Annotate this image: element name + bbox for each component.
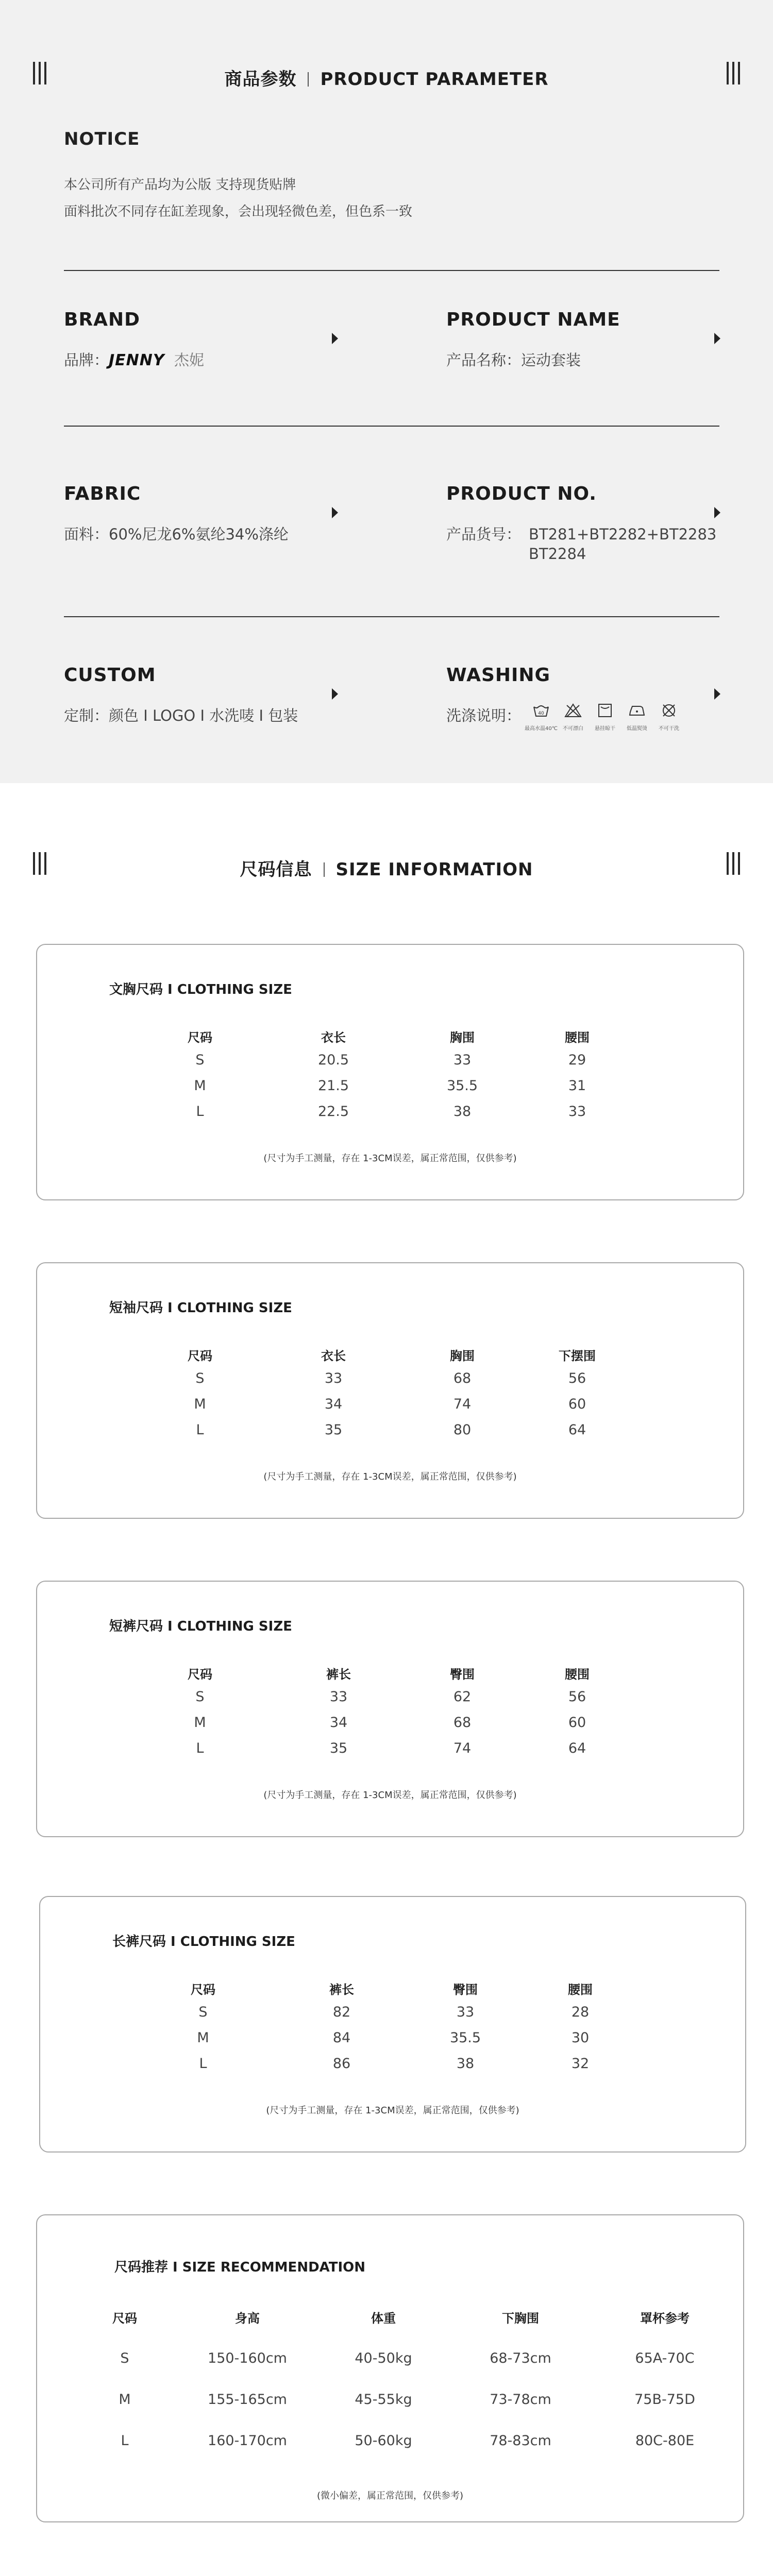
size-table-cell: 28 (571, 2004, 590, 2020)
size-table-cell: 65A-70C (635, 2350, 695, 2366)
washing-title: WASHING (446, 665, 551, 686)
size-table-cell: 40-50kg (355, 2350, 412, 2366)
size-table-cell: M (194, 1715, 206, 1731)
size-table-cell: 150-160cm (208, 2350, 287, 2366)
fabric-cell (64, 483, 352, 555)
size-table-cell: 82 (332, 2004, 351, 2020)
product-parameter-panel (0, 0, 773, 783)
product-name-value: 产品名称：运动套装 (446, 351, 581, 369)
size-card-title: 短裤尺码 I CLOTHING SIZE (109, 1619, 292, 1634)
size-table-header: 胸围 (450, 1349, 475, 1363)
size-card (36, 1581, 744, 1837)
size-info-title-cn: 尺码信息 (240, 859, 312, 880)
size-card-title: 尺码推荐 I SIZE RECOMMENDATION (114, 2260, 366, 2275)
size-table-cell: 80 (453, 1422, 472, 1438)
size-table-cell: S (120, 2350, 129, 2366)
washing-icons (525, 703, 681, 739)
size-table-cell: 35 (329, 1740, 348, 1756)
size-table-header: 腰围 (565, 1030, 590, 1045)
size-table-cell: M (194, 1078, 206, 1094)
size-table-cell: 20.5 (317, 1052, 349, 1068)
size-table-header: 尺码 (188, 1667, 212, 1682)
size-table-cell: 60 (568, 1715, 586, 1731)
divider (64, 426, 719, 427)
size-card (36, 1262, 744, 1519)
arrow-right-icon (332, 688, 338, 700)
decor-bars-icon (727, 62, 740, 84)
size-table-cell: 35.5 (449, 2030, 481, 2046)
size-card-title: 短袖尺码 I CLOTHING SIZE (109, 1300, 292, 1316)
product-no-number: BT281+BT2282+BT2283 BT2284 (529, 526, 717, 563)
low-iron-icon (625, 703, 649, 739)
parameter-title-cn: 商品参数 (224, 69, 297, 90)
size-table-cell: 21.5 (317, 1078, 349, 1094)
size-table-cell: 86 (332, 2056, 351, 2072)
tumble-dry-icon (593, 703, 617, 739)
size-card (39, 1896, 746, 2153)
size-table-cell: M (197, 2030, 209, 2046)
size-table-cell: 22.5 (317, 1104, 349, 1120)
arrow-right-icon (332, 507, 338, 518)
size-table-header: 臀围 (450, 1667, 475, 1682)
size-table-cell: 38 (456, 2056, 475, 2072)
brand-cell (64, 309, 352, 381)
size-table-cell: 155-165cm (208, 2392, 287, 2408)
product-name-title: PRODUCT NAME (446, 309, 620, 330)
size-note: (尺寸为手工测量，存在 1-3CM误差，属正常范围，仅供参考) (263, 1790, 517, 1801)
brand-name-cn: 杰妮 (174, 351, 205, 369)
product-no-title: PRODUCT NO. (446, 483, 597, 504)
size-table-cell: 74 (453, 1396, 472, 1412)
size-table-cell: 68-73cm (490, 2350, 551, 2366)
size-card-title: 长裤尺码 I CLOTHING SIZE (112, 1934, 295, 1950)
size-table-header: 体重 (371, 2311, 396, 2326)
size-table-cell: S (195, 1370, 205, 1386)
size-table-cell: 32 (571, 2056, 590, 2072)
size-table-header: 下摆围 (559, 1349, 596, 1363)
wash-label: 不可干洗 (659, 726, 679, 732)
size-table-cell: S (195, 1052, 205, 1068)
size-table-header: 下胸围 (502, 2311, 539, 2326)
size-table-cell: S (198, 2004, 208, 2020)
product-no-label: 产品货号： (446, 526, 522, 543)
size-table-cell: M (194, 1396, 206, 1412)
brand-title: BRAND (64, 309, 141, 330)
arrow-right-icon (714, 688, 720, 700)
parameter-title-en: PRODUCT PARAMETER (320, 69, 549, 90)
divider (64, 616, 719, 617)
divider (64, 270, 719, 271)
notice-title: NOTICE (64, 129, 140, 149)
size-table-cell: M (119, 2392, 131, 2408)
size-table-cell: 30 (571, 2030, 590, 2046)
size-table-header: 罩杯参考 (640, 2311, 690, 2326)
size-info-title-en: SIZE INFORMATION (335, 859, 533, 880)
size-table-cell: 68 (453, 1370, 472, 1386)
size-table-header: 腰围 (568, 1982, 593, 1997)
size-table-header: 裤长 (329, 1982, 354, 1997)
size-table-cell: 56 (568, 1689, 586, 1705)
size-table-cell: 84 (332, 2030, 351, 2046)
size-table-cell: 62 (453, 1689, 472, 1705)
custom-value: 定制：颜色 I LOGO I 水洗唛 I 包装 (64, 707, 298, 724)
size-note: (微小偏差，属正常范围，仅供参考) (316, 2490, 464, 2501)
svg-text:40: 40 (538, 711, 544, 716)
size-card (36, 944, 744, 1200)
size-table-cell: 73-78cm (490, 2392, 551, 2408)
washing-cell (446, 665, 735, 737)
size-table-header: 尺码 (188, 1030, 212, 1045)
size-table-cell: L (199, 2056, 207, 2072)
size-table-cell: L (196, 1422, 204, 1438)
size-table-cell: 34 (324, 1396, 343, 1412)
wash-label: 最高水温40℃ (525, 726, 558, 732)
size-info-title (0, 855, 773, 880)
size-recommendation-card (36, 2214, 744, 2522)
product-no-value (446, 524, 725, 563)
no-bleach-icon (561, 703, 585, 739)
arrow-right-icon (332, 333, 338, 344)
arrow-right-icon (714, 507, 720, 518)
size-table-cell: 160-170cm (208, 2433, 287, 2449)
notice-line-2: 面料批次不同存在缸差现象，会出现轻微色差，但色系一致 (64, 204, 413, 219)
hand-wash-icon (525, 703, 558, 739)
parameter-header (0, 58, 773, 89)
custom-cell (64, 665, 352, 737)
size-table-header: 尺码 (112, 2311, 137, 2326)
wash-label: 不可漂白 (563, 726, 583, 732)
size-table-cell: 35 (324, 1422, 343, 1438)
size-table-cell: 80C-80E (635, 2433, 695, 2449)
size-table-cell: L (196, 1104, 204, 1120)
parameter-title (0, 65, 773, 90)
size-table-cell: L (121, 2433, 129, 2449)
size-table-cell: 31 (568, 1078, 586, 1094)
size-table-cell: 45-55kg (355, 2392, 412, 2408)
arrow-right-icon (714, 333, 720, 344)
notice-line-1: 本公司所有产品均为公版 支持现货贴牌 (64, 177, 296, 193)
size-table-header: 尺码 (191, 1982, 215, 1997)
size-note: (尺寸为手工测量，存在 1-3CM误差，属正常范围，仅供参考) (263, 1471, 517, 1482)
size-table-header: 衣长 (321, 1349, 346, 1363)
size-table-cell: 34 (329, 1715, 348, 1731)
size-note: (尺寸为手工测量，存在 1-3CM误差，属正常范围，仅供参考) (263, 1153, 517, 1164)
brand-logo: JENNY (109, 351, 165, 369)
size-table-cell: 33 (329, 1689, 348, 1705)
custom-title: CUSTOM (64, 665, 156, 686)
size-card-title: 文胸尺码 I CLOTHING SIZE (109, 982, 292, 997)
size-table-cell: 33 (456, 2004, 475, 2020)
size-table-cell: 64 (568, 1422, 586, 1438)
size-table-header: 臀围 (453, 1982, 478, 1997)
size-table-cell: 74 (453, 1740, 472, 1756)
size-table-cell: 78-83cm (490, 2433, 551, 2449)
washing-value (446, 706, 725, 732)
size-note: (尺寸为手工测量，存在 1-3CM误差，属正常范围，仅供参考) (266, 2105, 519, 2116)
brand-label: 品牌： (64, 351, 109, 369)
size-table-header: 腰围 (565, 1667, 590, 1682)
fabric-value: 面料：60%尼龙6%氨纶34%涤纶 (64, 526, 289, 543)
size-table-header: 裤长 (326, 1667, 351, 1682)
size-table-header: 身高 (235, 2311, 260, 2326)
size-table-cell: L (196, 1740, 204, 1756)
size-table-header: 尺码 (188, 1349, 212, 1363)
washing-label: 洗涤说明： (446, 707, 522, 724)
size-table-header: 衣长 (321, 1030, 346, 1045)
product-no-cell (446, 483, 735, 563)
size-table-cell: 29 (568, 1052, 586, 1068)
size-table-header: 胸围 (450, 1030, 475, 1045)
fabric-title: FABRIC (64, 483, 141, 504)
size-table-cell: 68 (453, 1715, 472, 1731)
size-table-cell: S (195, 1689, 205, 1705)
size-table-cell: 33 (568, 1104, 586, 1120)
size-table-cell: 75B-75D (634, 2392, 695, 2408)
size-table-cell: 33 (324, 1370, 343, 1386)
no-dry-clean-icon (657, 703, 681, 739)
size-table-cell: 38 (453, 1104, 472, 1120)
size-table-cell: 64 (568, 1740, 586, 1756)
product-name-cell (446, 309, 735, 381)
decor-bars-icon (727, 852, 740, 875)
size-table-cell: 33 (453, 1052, 472, 1068)
brand-value (64, 350, 342, 370)
size-table-cell: 50-60kg (355, 2433, 412, 2449)
size-table-cell: 56 (568, 1370, 586, 1386)
size-info-header (0, 848, 773, 879)
size-table-cell: 60 (568, 1396, 586, 1412)
size-table-cell: 35.5 (446, 1078, 478, 1094)
wash-label: 悬挂晾干 (595, 726, 615, 732)
wash-label: 低温熨烫 (627, 726, 647, 732)
